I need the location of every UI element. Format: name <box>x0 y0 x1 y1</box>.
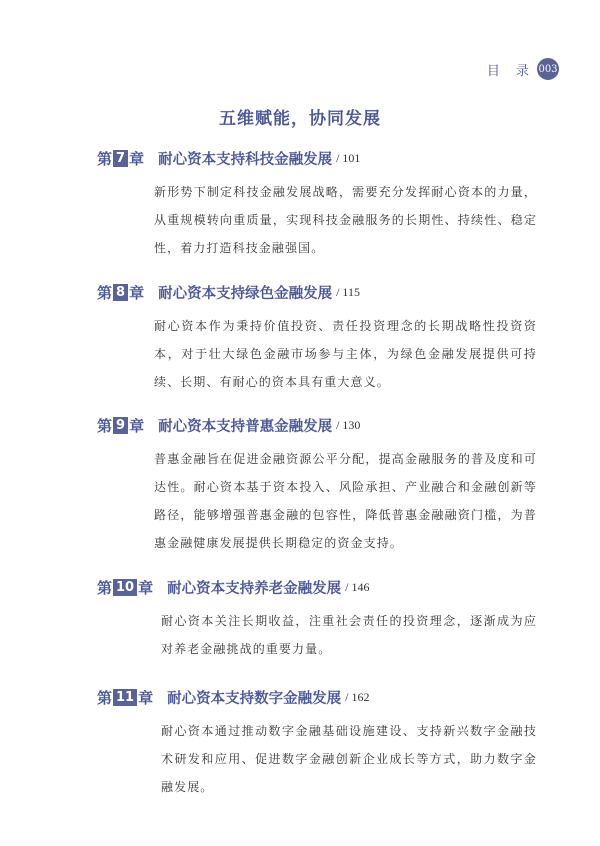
chapter-suffix: 章 <box>138 578 154 597</box>
chapter-summary: 耐心资本通过推动数字金融基础设施建设、支持新兴数字金融技术研发和应用、促进数字金融创新企业成长等方式，助力数字金融发展。 <box>161 724 537 794</box>
chapter-prefix: 第 <box>97 688 113 707</box>
chapter-number-badge: 11 <box>113 689 137 706</box>
chapter-9[interactable] <box>97 415 547 557</box>
chapter-summary: 新形势下制定科技金融发展战略，需要充分发挥耐心资本的力量，从重规模转向重质量，实现科技金融服务的长期性、持续性、稳定性，着力打造科技金融强国。 <box>154 185 537 255</box>
chapter-prefix: 第 <box>97 149 113 168</box>
chapter-heading[interactable] <box>97 282 547 302</box>
chapter-summary: 普惠金融旨在促进金融资源公平分配，提高金融服务的普及度和可达性。耐心资本基于资本投入、风险承担、产业融合和金融创新等路径，能够增强普惠金融的包容性，降低普惠金融融资门槛，为普惠金融健康发展提供长期稳定的资金支持。 <box>154 452 537 550</box>
chapter-number-badge: 10 <box>113 579 137 596</box>
chapter-number-badge: 8 <box>113 284 128 301</box>
chapter-title[interactable]: 耐心资本支持养老金融发展 <box>167 579 342 597</box>
chapter-title[interactable]: 耐心资本支持数字金融发展 <box>167 689 342 707</box>
chapter-10[interactable] <box>97 577 547 663</box>
chapter-suffix: 章 <box>129 149 145 168</box>
chapter-title[interactable]: 耐心资本支持绿色金融发展 <box>158 284 333 302</box>
chapter-prefix: 第 <box>97 578 113 597</box>
chapter-prefix: 第 <box>97 283 113 302</box>
chapter-summary: 耐心资本关注长期收益，注重社会责任的投资理念，逐渐成为应对养老金融挑战的重要力量。 <box>161 614 537 656</box>
toc-label: 目 录 <box>486 63 535 79</box>
chapter-page-number: / 146 <box>345 579 370 594</box>
chapter-page-number: / 101 <box>336 150 361 165</box>
chapter-number-badge: 9 <box>113 417 128 434</box>
chapter-prefix: 第 <box>97 416 113 435</box>
chapter-8[interactable] <box>97 282 547 396</box>
chapter-title[interactable]: 耐心资本支持科技金融发展 <box>158 150 333 168</box>
chapter-suffix: 章 <box>138 688 154 707</box>
chapter-suffix: 章 <box>129 416 145 435</box>
chapter-number-badge: 7 <box>113 150 128 167</box>
chapter-page-number: / 130 <box>336 417 361 432</box>
chapter-suffix: 章 <box>129 283 145 302</box>
chapter-11[interactable] <box>97 687 547 801</box>
chapter-heading[interactable] <box>97 415 547 435</box>
chapter-heading[interactable] <box>97 687 547 707</box>
chapter-page-number: / 162 <box>345 689 370 704</box>
chapter-summary: 耐心资本作为秉持价值投资、责任投资理念的长期战略性投资资本，对于壮大绿色金融市场参与主体，为绿色金融发展提供可持续、长期、有耐心的资本具有重大意义。 <box>154 319 537 389</box>
page-header <box>487 58 559 80</box>
chapter-title[interactable]: 耐心资本支持普惠金融发展 <box>158 417 333 435</box>
chapter-page-number: / 115 <box>336 284 360 299</box>
chapter-heading[interactable] <box>97 148 547 168</box>
chapter-heading[interactable] <box>97 577 547 597</box>
section-title: 五维赋能，协同发展 <box>219 109 381 129</box>
page-number-badge: 003 <box>537 58 559 80</box>
chapter-7[interactable] <box>97 148 547 262</box>
